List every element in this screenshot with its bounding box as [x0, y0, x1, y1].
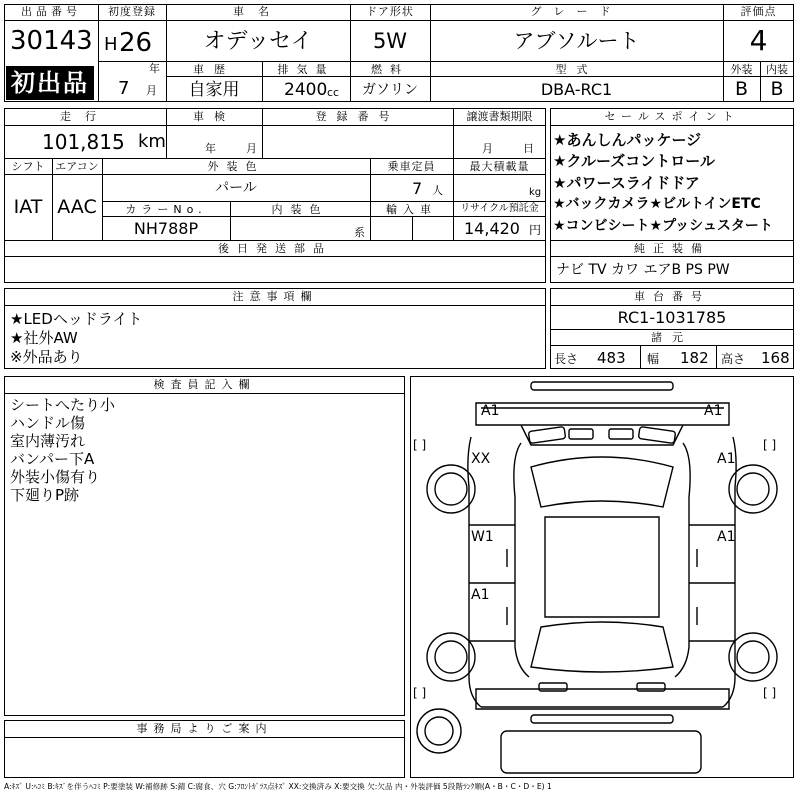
interior-grade: B — [770, 78, 784, 100]
score-value: 4 — [749, 24, 768, 57]
mileage-unit: km — [138, 131, 166, 152]
interior-color-unit: 系 — [354, 226, 365, 239]
lot-number: 30143 — [10, 26, 93, 56]
reg-month-unit: 月 — [146, 84, 157, 97]
bracket-mark: [ ] — [413, 686, 427, 700]
car-name-label: 車名 — [233, 5, 283, 18]
mark-door-rear-left: A1 — [471, 587, 490, 603]
car-diagram-panel — [410, 376, 794, 778]
displacement-label: 排気量 — [277, 63, 335, 76]
reg-month: 7 — [118, 78, 130, 99]
fuel-label: 燃料 — [371, 63, 409, 76]
shift-label: シフト — [11, 160, 45, 173]
shift-value: IAT — [13, 196, 43, 218]
ac-value: AAC — [57, 196, 97, 218]
notes-label: 注意事項欄 — [232, 290, 318, 303]
import-label: 輸入車 — [386, 203, 437, 216]
interior-label: 内装 — [766, 63, 788, 76]
inspector-item: ハンドル傷 — [10, 414, 86, 432]
width-label: 幅 — [647, 352, 660, 366]
recycle-unit: 円 — [529, 223, 542, 237]
mark-door-front-right: A1 — [717, 529, 736, 545]
grade-label: グレード — [530, 5, 623, 18]
exterior-label: 外装 — [730, 63, 753, 76]
fuel-value: ガソリン — [362, 82, 418, 98]
chassis-number: RC1-1031785 — [617, 308, 727, 327]
chassis-label: 車台番号 — [634, 290, 710, 303]
exterior-grade: B — [734, 78, 749, 100]
bracket-mark: [ ] — [763, 686, 777, 700]
displacement-value: 2400 — [284, 80, 328, 100]
note-item: ※外品あり — [10, 348, 83, 366]
equipment-label: 純正装備 — [634, 242, 710, 255]
width-value: 182 — [680, 349, 709, 367]
inspection-label: 車検 — [193, 110, 235, 123]
door-label: ドア形状 — [366, 5, 414, 18]
max-load-unit: kg — [529, 187, 542, 198]
mileage-value: 101,815 — [42, 130, 125, 154]
inspector-item: バンパー下A — [10, 450, 95, 468]
inspector-item: シートへたり小 — [10, 396, 116, 414]
office-label: 事務局よりご案内 — [136, 722, 273, 735]
sales-point-item: ★パワースライドドア — [553, 174, 700, 192]
reg-year-unit: 年 — [149, 62, 160, 75]
mark-fender-left: XX — [471, 451, 491, 467]
mark-fender-right: A1 — [717, 451, 736, 467]
mark-front-left: A1 — [481, 403, 500, 419]
capacity-label: 乗車定員 — [387, 160, 436, 173]
sales-point-item: ★コンビシート★プッシュスタート — [553, 218, 773, 234]
later-parts-label: 後日発送部品 — [218, 242, 332, 255]
inspection-year-unit: 年 — [205, 142, 216, 155]
inspector-item: 外装小傷有り — [10, 468, 101, 486]
first-listing-badge: 初出品 — [6, 66, 94, 100]
model-label: 型式 — [555, 63, 598, 76]
capacity-unit: 人 — [432, 184, 443, 197]
length-value: 483 — [597, 349, 626, 367]
history-label: 車歴 — [193, 63, 235, 76]
sales-point-item: ★クルーズコントロール — [553, 152, 715, 170]
specs-label: 諸元 — [651, 331, 693, 344]
length-label: 長さ — [554, 352, 579, 366]
era: H — [104, 34, 118, 55]
lot-label: 出品番号 — [21, 5, 81, 18]
car-name: オデッセイ — [203, 29, 313, 54]
note-item: ★社外AW — [10, 329, 78, 347]
height-label: 高さ — [721, 352, 746, 366]
sales-point-item: ★バックカメラ★ビルトインETC — [553, 196, 761, 212]
interior-color-label: 内装色 — [271, 203, 329, 216]
transfer-month-unit: 月 — [482, 142, 493, 155]
car-diagram — [411, 377, 793, 777]
ac-label: エアコン — [55, 160, 99, 173]
damage-legend: A:ｷｽﾞ U:ﾍｺﾐ B:ｷｽﾞを伴うﾍｺﾐ P:要塗装 W:補修跡 S:錆 C:腐食、穴 G:ﾌﾛﾝﾄｶﾞﾗｽ点ｷｽﾞ XX:交換済み X:要交換 欠:欠品 内・外装評価 5段階ﾗﾝｸ順(A・B・C・D・E) 1 — [4, 782, 552, 791]
color-no-label: カラーNo. — [125, 203, 207, 216]
transfer-day-unit: 日 — [523, 142, 534, 155]
note-item: ★LEDヘッドライト — [10, 310, 143, 328]
mileage-label: 走行 — [60, 110, 110, 123]
height-value: 168 — [761, 349, 790, 367]
recycle-value: 14,420 — [464, 219, 520, 238]
sales-point-item: ★あんしんパッケージ — [553, 131, 702, 149]
model-value: DBA-RC1 — [540, 80, 613, 99]
grade-value: アブソルート — [513, 29, 640, 53]
color-label: 外装色 — [207, 160, 265, 173]
recycle-label: リサイクル預託金 — [460, 203, 539, 214]
bracket-mark: [ ] — [763, 438, 777, 452]
inspector-label: 検査員記入欄 — [153, 378, 256, 391]
reg-no-label: 登録番号 — [315, 110, 400, 123]
displacement-unit: cc — [327, 86, 340, 99]
color-value: パール — [215, 180, 257, 196]
max-load-label: 最大積載量 — [469, 160, 530, 173]
inspector-item: 下廻りP跡 — [10, 486, 80, 504]
reg-year: 26 — [119, 28, 153, 58]
mark-door-front-left: W1 — [471, 529, 494, 545]
equipment-value: ナビ TV カワ エアB PS PW — [556, 262, 730, 278]
bracket-mark: [ ] — [413, 438, 427, 452]
sales-points-label: セールスポイント — [604, 110, 740, 123]
door-value: 5W — [372, 29, 408, 53]
history-value: 自家用 — [188, 80, 240, 100]
mark-front-right: A1 — [704, 403, 723, 419]
color-no-value: NH788P — [133, 219, 199, 238]
inspector-item: 室内薄汚れ — [10, 432, 86, 450]
inspection-month-unit: 月 — [246, 142, 257, 155]
transfer-label: 譲渡書類期限 — [466, 110, 533, 123]
first-reg-label: 初度登録 — [108, 5, 156, 18]
score-label: 評価点 — [740, 5, 777, 18]
capacity-value: 7 — [412, 179, 423, 198]
